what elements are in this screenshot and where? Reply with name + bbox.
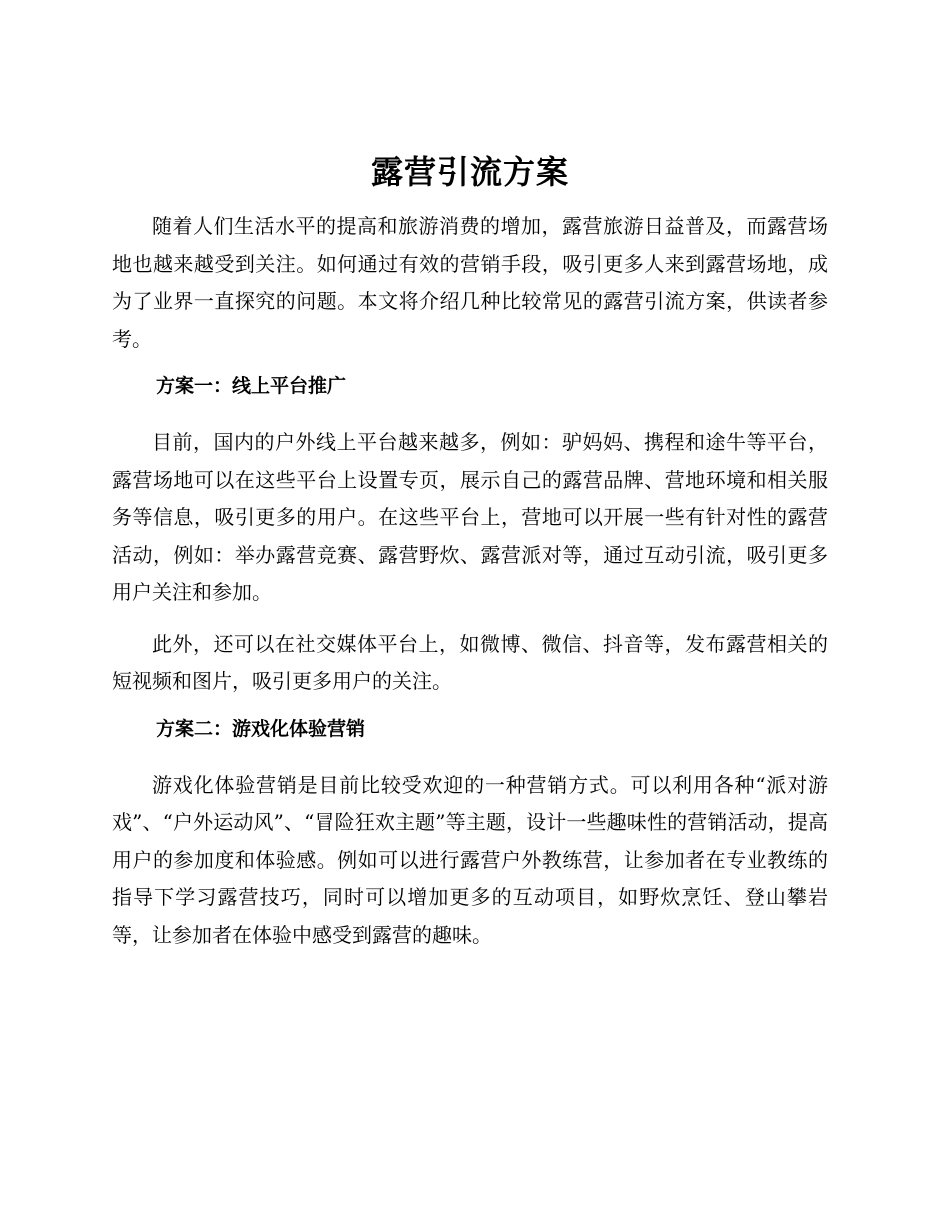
document-title: 露营引流方案 bbox=[370, 153, 569, 191]
section-paragraph: 游戏化体验营销是目前比较受欢迎的一种营销方式。可以利用各种“派对游戏”、“户外运动风”、“冒险狂欢主题”等主题，设计一些趣味性的营销活动，提高用户的参加度和体验感。例如可以进行露营户外教练营，让参加者在专业教练的指导下学习露营技巧，同时可以增加更多的互动项目，如野炊烹饪、登山攀岩等，让参加者在体验中感受到露营的趣味。 bbox=[112, 772, 828, 947]
section-plan-two bbox=[112, 715, 828, 955]
section-heading: 方案二：游戏化体验营销 bbox=[156, 717, 366, 740]
intro-paragraph: 随着人们生活水平的提高和旅游消费的增加，露营旅游日益普及，而露营场地也越来越受到关注。如何通过有效的营销手段，吸引更多人来到露营场地，成为了业界一直探究的问题。本文将介绍几种比较常见的露营引流方案，供读者参考。 bbox=[112, 214, 828, 351]
document-page bbox=[112, 148, 828, 968]
section-paragraph: 此外，还可以在社交媒体平台上，如微博、微信、抖音等，发布露营相关的短视频和图片，吸引更多用户的关注。 bbox=[112, 631, 828, 693]
section-plan-one bbox=[112, 372, 828, 701]
section-heading: 方案一：线上平台推广 bbox=[156, 375, 347, 397]
section-paragraph: 目前，国内的户外线上平台越来越多，例如：驴妈妈、携程和途牛等平台，露营场地可以在这些平台上设置专页，展示自己的露营品牌、营地环境和相关服务等信息，吸引更多的用户。在这些平台上，营地可以开展一些有针对性的露营活动，例如：举办露营竞赛、露营野炊、露营派对等，通过互动引流，吸引更多用户关注和参加。 bbox=[112, 430, 828, 604]
